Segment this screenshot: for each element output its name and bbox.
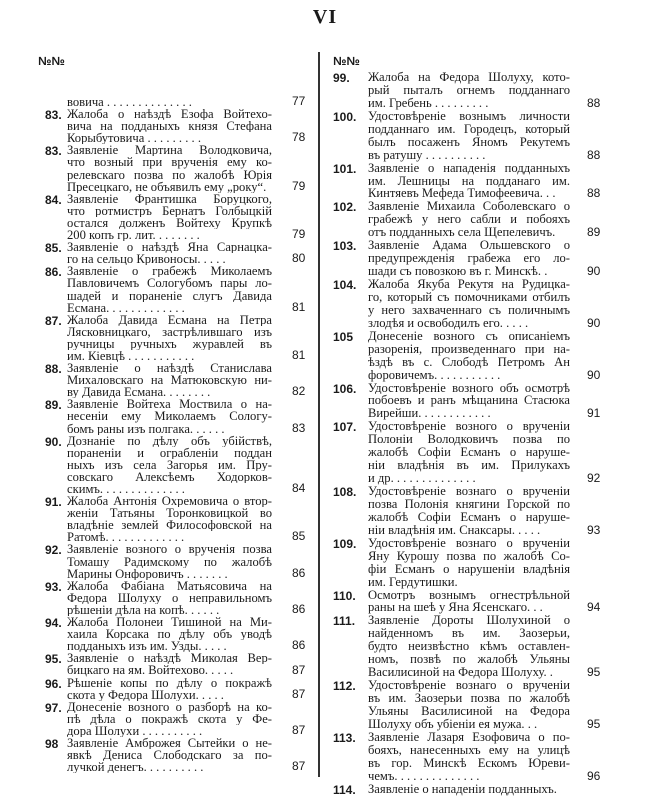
entry-text-line: Заявленіе Франтишка Боруцкого,: [67, 192, 272, 205]
entry-text-line: несеніи ему Миколаемъ Сологу-: [67, 410, 272, 423]
entry-text-line: Жалоба Давида Есмана на Петра: [67, 313, 272, 326]
toc-entry: [333, 420, 601, 485]
entry-text-line: Заявленіе Адама Ольшевского о: [368, 239, 570, 253]
entry-text-line: у него захваченнаго съ поличнымъ: [368, 303, 570, 317]
entry-text-line: Жалоба Якуба Рекутя на Рудицка-: [368, 278, 570, 291]
entry-text-line: Жалоба Антонія Охремовича о втор-: [67, 495, 272, 508]
entry-number: 101.: [333, 161, 357, 176]
entry-text-line: побоевъ и ранъ мѣщанина Стасюка: [368, 394, 570, 408]
entry-text-line: злодѣя и освободилъ его. . . . .: [368, 316, 529, 330]
entry-text-line: Дознаніе по дѣлу объ убійствѣ,: [67, 434, 272, 447]
entry-text-line: владѣніе землей Философовской на: [67, 519, 272, 532]
entry-number: 87.: [45, 313, 62, 328]
entry-text-line: хаила Корсака по дѣлу объ уводѣ: [67, 628, 272, 641]
entry-text-line: ву Давида Есмана. . . . . . . .: [67, 386, 211, 399]
entry-text-line: вича на подданыхъ князя Стефана: [67, 120, 272, 133]
entry-text-line: найденномъ въ им. Заозерьи,: [368, 627, 570, 641]
toc-entry: [45, 144, 306, 193]
entry-number: 84.: [45, 192, 62, 207]
toc-entry: [45, 241, 306, 266]
entry-text-line: Михаловскаго на Матюковскую ни-: [67, 374, 272, 387]
toc-entry: [45, 398, 306, 435]
entry-page-number: 90: [587, 315, 601, 330]
entry-page-number: 87: [292, 759, 306, 774]
toc-entry: [333, 588, 601, 615]
entry-text-line: бомъ раны изъ полгака. . . . . .: [67, 422, 225, 435]
toc-entry: [45, 362, 306, 399]
number-column-label-right: №№: [333, 54, 360, 68]
entry-number: 108.: [333, 485, 357, 499]
entry-number: 103.: [333, 239, 357, 254]
entry-text-line: шадей и пораненіе слугъ Давида: [67, 289, 272, 302]
entry-text-line: былъ посаженъ Яномъ Рекутемъ: [368, 135, 570, 149]
toc-entry: [45, 579, 306, 617]
entry-text-line: Жалоба о наѣздѣ Езофа Войтехо-: [67, 108, 272, 121]
entry-text-line: позва Полонія княгини Горской по: [368, 497, 570, 511]
entry-number: 95.: [45, 652, 62, 667]
entry-text-line: грабежѣ у него сабли и побояхъ: [368, 213, 570, 227]
toc-entry: [45, 265, 306, 314]
entry-text-line: совскаго Алексѣемъ Ходорков-: [67, 470, 272, 483]
entry-text-line: Есмана. . . . . . . . . . . . .: [67, 301, 185, 314]
entry-number: 99.: [333, 71, 350, 85]
entry-text-line: Удостовѣреніе вознымъ личности: [368, 109, 570, 123]
entry-text-line: Вирейши. . . . . . . . . . . .: [368, 407, 491, 421]
entry-page-number: 80: [292, 251, 306, 266]
entry-page-number: 87: [292, 662, 306, 677]
entry-text-line: Удостовѣреніе возного о врученіи: [368, 420, 570, 434]
number-column-label-left: №№: [38, 54, 65, 68]
toc-entry: [45, 313, 306, 363]
entry-page-number: 88: [587, 95, 601, 110]
entry-text-line: жалобѣ Софіи Есманъ о наруше-: [368, 510, 570, 524]
toc-entry: [45, 736, 306, 774]
entry-page-number: 90: [587, 367, 601, 382]
entry-number: 110.: [333, 588, 356, 603]
entry-text-line: Донесеніе возного съ описаніемъ: [368, 329, 570, 343]
entry-page-number: 92: [587, 471, 601, 485]
entry-page-number: 79: [292, 178, 306, 193]
entry-text-line: Жалоба Полонеи Тишиной на Ми-: [67, 616, 272, 629]
entry-text-line: Пресецкаго, не объявилъ ему „року“.: [67, 180, 267, 193]
entry-page-number: 85: [292, 529, 306, 544]
toc-entry: [45, 192, 306, 242]
toc-entry: [45, 495, 306, 544]
entry-number: 83.: [45, 108, 62, 123]
entry-text-line: Удостовѣреніе вознаго о врученіи: [368, 679, 570, 692]
entry-page-number: 90: [587, 264, 601, 278]
toc-entry: [333, 109, 601, 162]
toc-entry-continuation: [45, 94, 306, 109]
entry-text-line: Заявленіе о наѣздѣ Яна Сарнацка-: [67, 241, 272, 254]
entry-text-line: ніи владѣнія въ им. Прилукахъ: [368, 459, 570, 473]
entry-number: 109.: [333, 536, 357, 551]
entry-page-number: 78: [292, 130, 306, 145]
entry-page-number: 96: [587, 768, 601, 783]
entry-text-line: ручницы ручныхъ журавлей въ: [67, 337, 272, 350]
entry-text-line: жалобѣ Софіи Есманъ о наруше-: [368, 446, 570, 460]
toc-entry: [333, 783, 570, 796]
entry-page-number: 87: [292, 686, 306, 701]
entry-text-line: Ратомѣ. . . . . . . . . . . . .: [67, 531, 185, 544]
toc-entry: [45, 676, 306, 701]
entry-text-line: будто неизвѣстно кѣмъ оставлен-: [368, 640, 570, 654]
entry-text-line: релевскаго позва по жалобѣ Юрія: [67, 168, 272, 181]
entry-text-line: Жалоба на Федора Шолуху, кото-: [368, 71, 570, 84]
entry-text-line: Ульяны Василисиной на Федора: [368, 704, 570, 718]
entry-text-line: Корыбутовича . . . . . . . . .: [67, 132, 201, 145]
entry-text-line: номъ, позвѣ по жалобѣ Ульяны: [368, 653, 570, 667]
entry-text-line: Заявленіе о наѣздѣ Миколая Вер-: [67, 652, 272, 665]
entry-number: 86.: [45, 265, 62, 280]
entry-number: 104.: [333, 278, 357, 292]
entry-text-line: бояхъ, нанесенныхъ ему на улицѣ: [368, 743, 570, 757]
left-column: [45, 94, 306, 774]
entry-text-line: ныхъ изъ села Загорья им. Пру-: [67, 458, 272, 471]
entry-number: 91.: [45, 495, 62, 510]
entry-text-line: Томашу Радимскому по жалобѣ: [67, 555, 272, 568]
toc-entry: [45, 543, 306, 580]
toc-entry: [45, 616, 306, 653]
entry-text-line: чемъ. . . . . . . . . . . . . .: [368, 769, 480, 783]
toc-entry: [333, 329, 601, 382]
entry-text-line: го на сельцо Кривоносы. . . . .: [67, 253, 226, 266]
entry-page-number: 83: [292, 420, 306, 435]
entry-number: 113.: [333, 730, 356, 745]
entry-text-line: дора Шолухи . . . . . . . . . .: [67, 724, 203, 737]
entry-text-line: Заявленіе Войтеха Моствила о на-: [67, 398, 272, 411]
entry-page-number: 86: [292, 602, 306, 617]
toc-entry: [45, 700, 306, 737]
toc-entry: [333, 485, 601, 537]
entry-text-line: им. Гердутишки.: [368, 575, 458, 589]
toc-entry: [45, 652, 306, 677]
entry-number: 97.: [45, 700, 62, 715]
entry-number: 98: [45, 736, 59, 751]
entry-text-line: пораненіи и ограбленіи поддан: [67, 446, 272, 459]
entry-text-line: им. Кіевцѣ . . . . . . . . . . .: [67, 349, 195, 363]
entry-text-line: Донесеніе возного о разборѣ на ко-: [67, 700, 272, 713]
entry-text-line: Рѣшеніе копы по дѣлу о покражѣ: [67, 676, 272, 689]
entry-page-number: 77: [292, 94, 306, 109]
entry-number: 90.: [45, 434, 62, 449]
entry-text-line: Заявленіе о нападенія подданныхъ: [368, 161, 570, 175]
entry-number: 112.: [333, 679, 356, 694]
entry-page-number: 89: [587, 225, 601, 240]
entry-text-line: Заявленіе о грабежѣ Миколаемъ: [67, 265, 272, 278]
toc-entry: [333, 278, 601, 330]
entry-page-number: 88: [587, 186, 601, 201]
entry-number: 111.: [333, 614, 356, 629]
entry-page-number: 95: [587, 665, 601, 680]
entry-text-line: Кинтяевъ Мефеда Тимофеевича. . .: [368, 187, 556, 201]
entry-page-number: 79: [292, 227, 306, 242]
entry-text-line: въ ратушу . . . . . . . . . .: [368, 148, 486, 162]
entry-text-line: Осмотръ вознымъ огнестрѣльной: [368, 588, 570, 602]
entry-text-line: рый пыталъ огнемъ подданнаго: [368, 83, 570, 97]
entry-text-line: Заявленіе возного о врученія позва: [67, 543, 272, 556]
right-column: [333, 71, 601, 797]
entry-number: 94.: [45, 616, 62, 631]
entry-text-line: что ротмистръ Бернатъ Голбыцкій: [67, 204, 272, 217]
entry-page-number: 94: [587, 600, 601, 615]
toc-entry: [333, 161, 601, 201]
entry-number: 83.: [45, 144, 62, 159]
entry-text-line: им. Лешницы на подданаго им.: [368, 174, 570, 188]
entry-text-line: Удостовѣреніе вознаго о врученіи: [368, 536, 570, 550]
entry-text-line: Василисиной на Федора Шолуху. .: [368, 666, 553, 680]
toc-entry: [45, 108, 306, 145]
entry-number: 106.: [333, 381, 357, 396]
entry-text-line: остался долженъ Войтеху Крупкѣ: [67, 216, 272, 230]
entry-text-line: ѣздѣ въ с. Слободѣ Петромъ Ан: [368, 355, 570, 369]
toc-entry: [45, 434, 306, 496]
entry-page-number: 88: [587, 147, 601, 162]
entry-text-line: им. Гребень . . . . . . . . .: [368, 96, 489, 110]
entry-text-line: 200 копъ гр. лит. . . . . . . .: [67, 229, 200, 242]
entry-text-line: Шолуху объ убіеніи ея мужа. . .: [368, 717, 538, 731]
entry-text-line: Удостовѣреніе возного объ осмотрѣ: [368, 381, 570, 395]
toc-entry: [333, 614, 601, 680]
entry-text-line: Жалоба Фабіана Матьясовича на: [67, 579, 272, 592]
entry-text-line: Заявленіе Амброжея Сытейки о не-: [67, 736, 272, 750]
toc-entry: [333, 381, 601, 421]
entry-text-line: отъ подданныхъ села Щепелевичъ.: [368, 226, 556, 240]
entry-text-line: Яну Курошу позва по жалобѣ Со-: [368, 549, 570, 563]
entry-text-line: предупрежденія грабежа его ло-: [368, 252, 570, 266]
entry-text-line: подданыхъ изъ им. Узды. . . . .: [67, 640, 227, 653]
toc-entry: [333, 71, 601, 110]
entry-text-line: фіи Есманъ о нарушеніи владѣнія: [368, 562, 570, 576]
toc-entry: [333, 730, 601, 783]
entry-number: 96.: [45, 676, 62, 691]
toc-entry: [333, 679, 601, 731]
entry-text-line: раны на шеѣ у Яна Ясенскаго. . .: [368, 601, 543, 615]
entry-page-number: 81: [292, 299, 306, 314]
entry-number: 105: [333, 329, 354, 344]
entry-text-line: явкѣ Дениса Слободскаго за по-: [67, 749, 272, 762]
entry-number: 88.: [45, 362, 62, 377]
toc-entry: [333, 239, 601, 278]
entry-page-number: 81: [292, 348, 306, 363]
entry-text-line: Заявленіе Лазаря Езофовича о по-: [368, 730, 570, 744]
entry-text-line: Заявленіе Дороты Шолухиной о: [368, 614, 570, 628]
entry-text-line: бицкаго на ям. Войтехово. . . . .: [67, 664, 234, 677]
entry-page-number: 87: [292, 722, 306, 737]
entry-text-line: въ гор. Минскѣ Ескомъ Юреви-: [368, 756, 570, 770]
entry-text-line: что возный при врученія ему ко-: [67, 156, 272, 169]
entry-number: 102.: [333, 200, 357, 215]
entry-text-line: женіи Татьяны Торонковицкой во: [67, 507, 272, 520]
entry-page-number: 91: [587, 406, 601, 421]
entry-text-line: въ им. Заозерьи позва по жалобѣ: [368, 692, 570, 705]
page-number: VI: [312, 6, 338, 28]
entry-text-line: разоренія, произведеннаго при на-: [368, 342, 570, 356]
entry-page-number: 86: [292, 565, 306, 580]
column-divider: [318, 52, 320, 777]
entry-number: 114.: [333, 782, 356, 797]
entry-text-line: Павловичемъ Сологубомъ пары ло-: [67, 277, 272, 290]
toc-entry: [333, 200, 601, 240]
entry-page-number: 93: [587, 522, 601, 537]
entry-text-line: Полоніи Володковичъ позва по: [368, 433, 570, 447]
entry-text-line: Заявленіе Михаила Соболевскаго о: [368, 200, 570, 214]
entry-text-line: подданнаго им. Городецъ, который: [368, 122, 570, 136]
entry-page-number: 95: [587, 716, 601, 731]
entry-number: 100.: [333, 109, 357, 124]
entry-text-line: шади съ повозкою въ г. Минскѣ. .: [368, 265, 548, 278]
entry-text-line: форовичемъ. . . . . . . . . . .: [368, 368, 501, 382]
entry-text-line: го, который съ помочниками отбилъ: [368, 290, 570, 304]
entry-number: 85.: [45, 241, 62, 256]
entry-page-number: 84: [292, 481, 306, 496]
entry-number: 107.: [333, 420, 357, 435]
entry-number: 93.: [45, 579, 62, 594]
entry-text-line: Удостовѣреніе вознаго о врученіи: [368, 485, 570, 498]
entry-text-line: Заявленіе о нападеніи подданныхъ.: [368, 782, 557, 796]
entry-text-line: вовича . . . . . . . . . . . . . .: [67, 96, 192, 109]
entry-text-line: Марины Онфоровичъ . . . . . . .: [67, 567, 228, 580]
entry-text-line: пѣ дѣла о покражѣ скота у Фе-: [67, 712, 272, 725]
entry-page-number: 86: [292, 638, 306, 653]
entry-text-line: Заявленіе Мартина Володковича,: [67, 144, 272, 157]
entry-text-line: лучкой денегъ. . . . . . . . . .: [67, 761, 204, 774]
entry-text-line: ніи владѣнія им. Снаксары. . . . .: [368, 523, 541, 537]
entry-text-line: скимъ. . . . . . . . . . . . . .: [67, 483, 185, 496]
entry-text-line: скота у Федора Шолухи. . . . .: [67, 688, 224, 701]
entry-text-line: и др. . . . . . . . . . . . . .: [368, 472, 476, 485]
toc-entry: [333, 537, 570, 589]
entry-text-line: Лясковницкаго, застрѣлившаго изъ: [67, 325, 272, 338]
entry-text-line: рѣшеніи дѣла на копѣ. . . . . .: [67, 603, 220, 617]
entry-text-line: Федора Шолуху о неправильномъ: [67, 591, 272, 604]
entry-text-line: Заявленіе о наѣздѣ Станислава: [67, 362, 272, 375]
entry-page-number: 82: [292, 384, 306, 399]
entry-number: 92.: [45, 543, 62, 558]
entry-number: 89.: [45, 398, 62, 413]
